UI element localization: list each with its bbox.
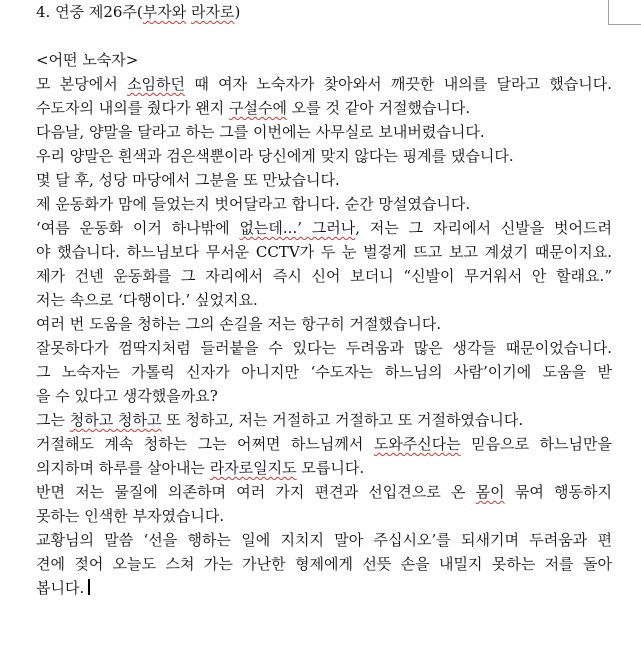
spellcheck-word: 없는데...’ 그러나 (239, 219, 356, 237)
text-line: 의지하며 하루를 살아내는 라자로일지도 모릅니다. (36, 459, 365, 477)
text-line: 몇 달 후, 성당 마당에서 그분을 또 만났습니다. (36, 171, 340, 189)
document-body[interactable] (36, 0, 612, 600)
text-line: 제 운동화가 맘에 들었는지 벗어달라고 합니다. 순간 망설였습니다. (36, 195, 471, 213)
text-line: 모 본당에서 소임하던 때 여자 노숙자가 찾아와서 깨끗한 내의를 달라고 했습니다. (36, 75, 612, 93)
text-line: 교황님의 말씀 ‘선을 행하는 일에 지치지 말아 주십시오’를 되새기며 두려움과 편 (36, 531, 612, 549)
text-line: 견에 젖어 오늘도 스쳐 가는 가난한 형제에게 선뜻 손을 내밀지 못하는 저를 돌아 (36, 555, 612, 573)
spellcheck-word: 부자와 (142, 3, 187, 21)
text-line: 봅니다. (36, 576, 612, 600)
spellcheck-word: 몸이 (475, 483, 505, 501)
blank-line (36, 24, 612, 48)
text-line: 그 노숙자는 가톨릭 신자가 아니지만 ‘수도자는 하느님의 사람’이기에 도움을 받 (36, 363, 612, 381)
spellcheck-word: 라자로일지도 (209, 459, 297, 477)
text-line: 못하는 인색한 부자였습니다. (36, 507, 225, 525)
text-line: 을 수 있다고 생각했을까요? (36, 387, 218, 405)
document-heading: 4. 연중 제26주(부자와 라자로) (36, 3, 241, 21)
text-line: 우리 양말은 흰색과 검은색뿐이라 당신에게 맞지 않다는 핑계를 댔습니다. (36, 147, 514, 165)
text-line: 여러 번 도움을 청하는 그의 손길을 저는 항구히 거절했습니다. (36, 315, 442, 333)
text-line: ‘여름 운동화 이거 하나밖에 없는데...’ 그러나, 저는 그 자리에서 신발을 벗어드려 (36, 219, 612, 237)
spellcheck-word: 구설수에 (228, 99, 287, 117)
spellcheck-word: 청하고 청하고 (69, 411, 162, 429)
text-line: 다음날, 양말을 달라고 하는 그를 이번에는 사무실로 보내버렸습니다. (36, 123, 485, 141)
text-cursor (88, 579, 90, 595)
text-line: 수도자의 내의를 줬다가 왠지 구설수에 오를 것 같아 거절했습니다. (36, 99, 471, 117)
spellcheck-word: 라자로 (191, 3, 235, 21)
section-subheading: <어떤 노숙자> (36, 51, 139, 69)
text-line: 그는 청하고 청하고 또 청하고, 저는 거절하고 거절하고 또 거절하였습니다. (36, 411, 524, 429)
text-line: 저는 속으로 ‘다행이다.’ 싶었지요. (36, 291, 258, 309)
spellcheck-word: 소임하던 (127, 75, 186, 93)
crop-mark-horizontal (608, 24, 641, 25)
spellcheck-word: 도와주신다는 (373, 435, 461, 453)
text-line: 거절해도 계속 청하는 그는 어쩌면 하느님께서 도와주신다는 믿음으로 하느님만을 (36, 435, 612, 453)
text-line: 잘못하다가 껌딱지처럼 들러붙을 수 있다는 두려움과 많은 생각들 때문이었습니다. (36, 339, 612, 357)
text-line: 제가 건넨 운동화를 그 자리에서 즉시 신어 보더니 “신발이 무거워서 안 할래요.” (36, 267, 612, 285)
paragraph-lines (36, 72, 612, 600)
text-line: 반면 저는 물질에 의존하며 여러 가지 편견과 선입견으로 온 몸이 묶여 행동하지 (36, 483, 612, 501)
text-line: 야 했습니다. 하느님보다 무서운 CCTV가 두 눈 벌겋게 뜨고 보고 계셨기 때문이지요. (36, 243, 612, 261)
